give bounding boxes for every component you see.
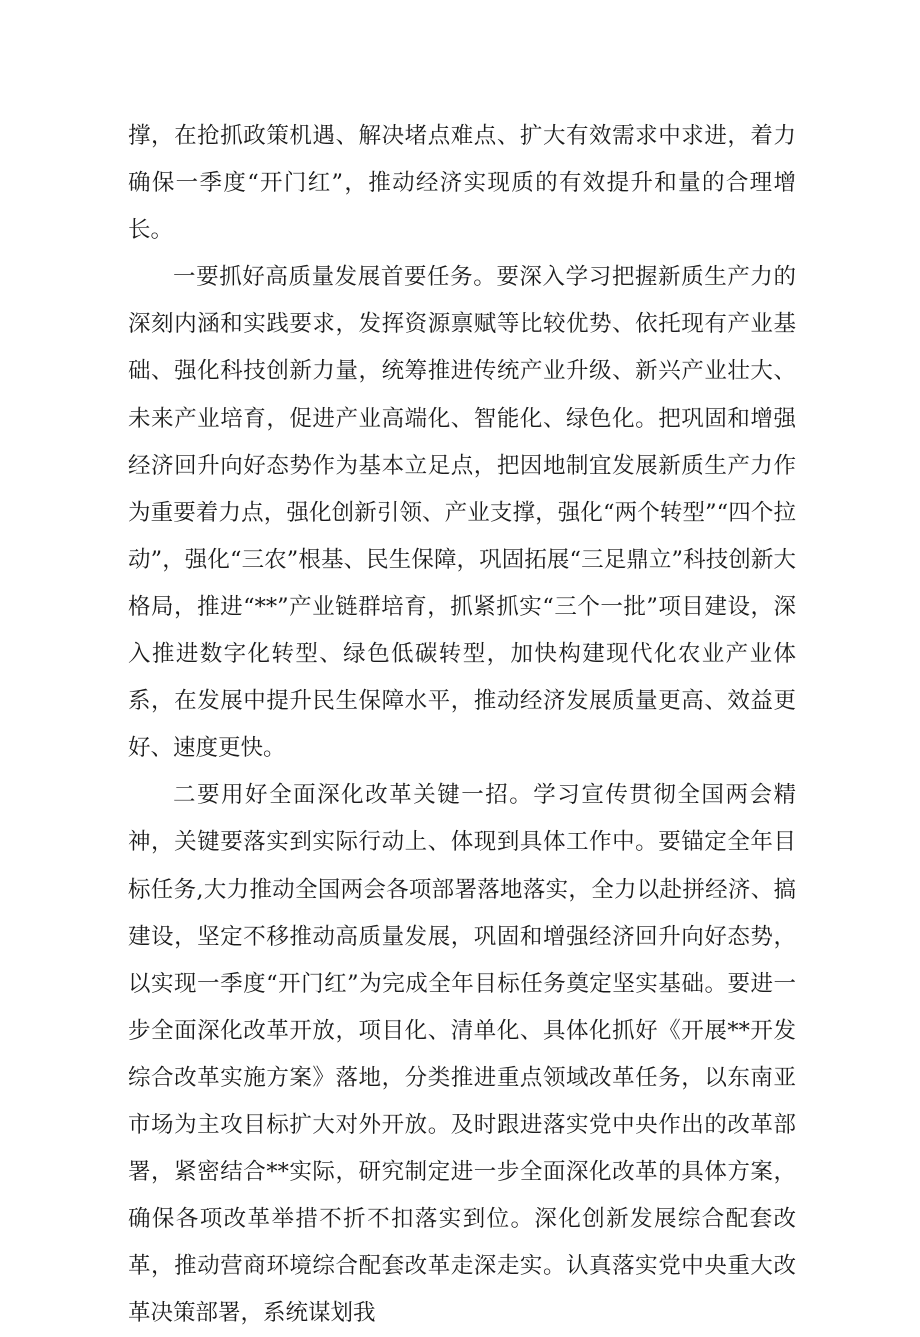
paragraph-continuation: 撑，在抢抓政策机遇、解决堵点难点、扩大有效需求中求进，着力确保一季度“开门红”，推动经济实现质的有效提升和量的合理增长。 bbox=[128, 123, 796, 244]
paragraph-task-two: 二要用好全面深化改革关键一招。学习宣传贯彻全国两会精神，关键要落实到实际行动上、体现到具体工作中。要锚定全年目标任务,大力推动全国两会各项部署落地落实，全力以赴拼经济、搞建设，坚定不移推动高质量发展，巩固和增强经济回升向好态势，以实现一季度“开门红”为完成全年目标任务奠定坚实基础。要进一步全面深化改革开放，项目化、清单化、具体化抓好《开展**开发综合改革实施方案》落地，分类推进重点领域改革任务，以东南亚市场为主攻目标扩大对外开放。及时跟进落实党中央作出的改革部署，紧密结合**实际，研究制定进一步全面深化改革的具体方案，确保各项改革举措不折不扣落实到位。深化创新发展综合配套改革，推动营商环境综合配套改革走深走实。认真落实党中央重大改革决策部署，系统谋划我 bbox=[128, 782, 796, 1327]
document-body bbox=[128, 113, 796, 1337]
paragraph-task-one: 一要抓好高质量发展首要任务。要深入学习把握新质生产力的深刻内涵和实践要求，发挥资源禀赋等比较优势、依托现有产业基础、强化科技创新力量，统筹推进传统产业升级、新兴产业壮大、未来产业培育，促进产业高端化、智能化、绿色化。把巩固和增强经济回升向好态势作为基本立足点，把因地制宜发展新质生产力作为重要着力点，强化创新引领、产业支撑，强化“两个转型”“四个拉动”，强化“三农”根基、民生保障，巩固拓展“三足鼎立”科技创新大格局，推进“**”产业链群培育，抓紧抓实“三个一批”项目建设，深入推进数字化转型、绿色低碳转型，加快构建现代化农业产业体系，在发展中提升民生保障水平，推动经济发展质量更高、效益更好、速度更快。 bbox=[128, 264, 796, 762]
